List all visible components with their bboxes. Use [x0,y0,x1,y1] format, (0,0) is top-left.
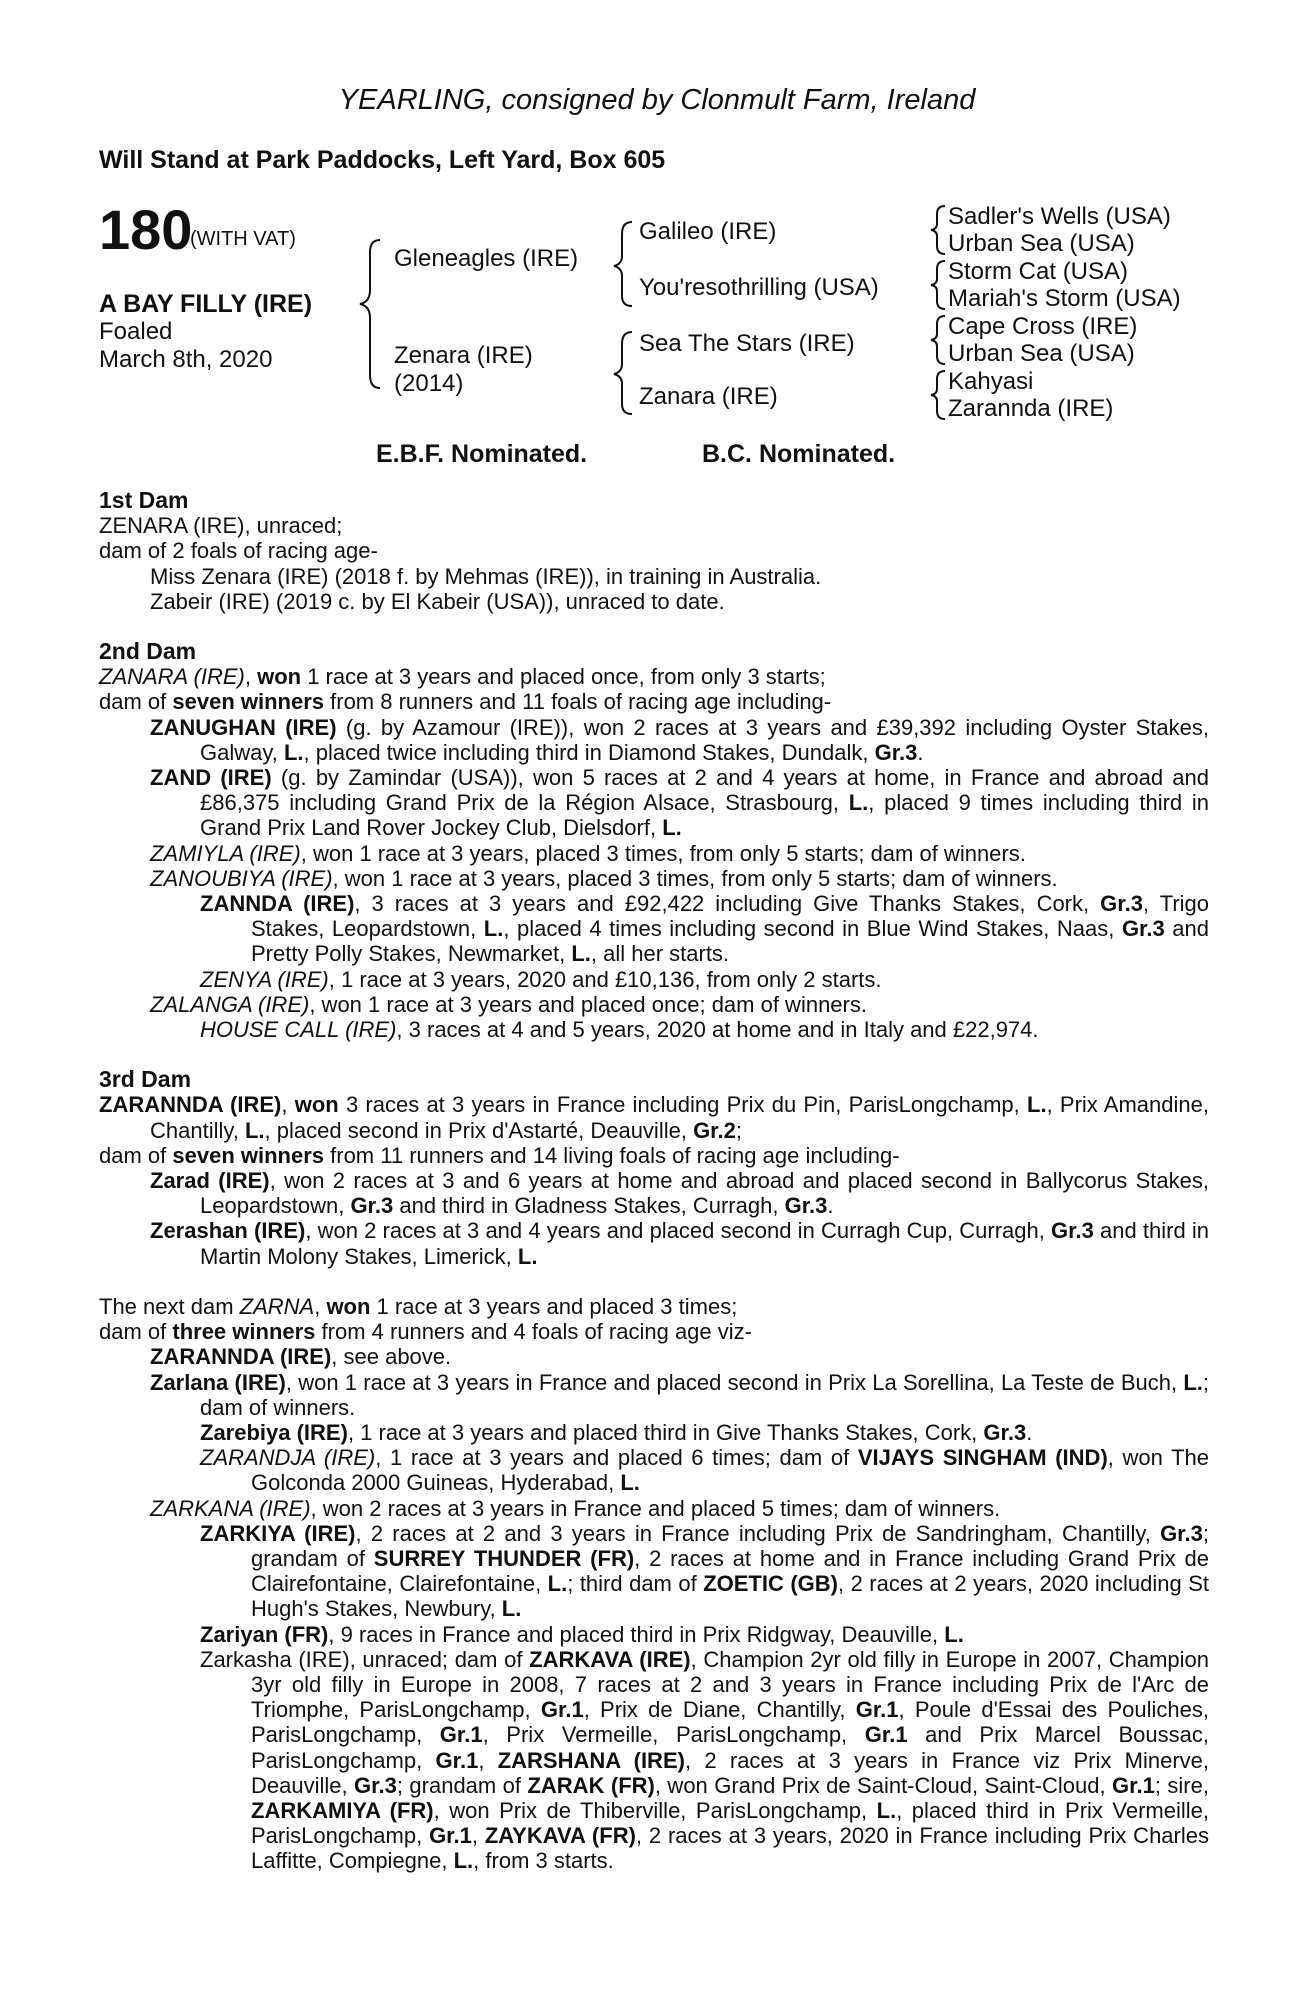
text-run: won [257,664,302,690]
text-run: from 4 runners and 4 foals of racing age viz- [315,1319,752,1345]
third-dam-produce [99,1143,1209,1168]
text-run: , all her starts. [590,941,730,967]
text-run: Zarkasha (IRE), unraced; dam of [200,1646,530,1672]
text-run: L. [244,1117,265,1143]
lot-number: 180 [99,198,193,261]
pedigree-gg-4: Mariah's Storm (USA) [948,285,1181,312]
zanoubiya-entry [99,866,1209,891]
zerashan-entry [99,1218,1209,1268]
text-run: Gr.3 [1121,916,1165,942]
text-run: Zarlana (IRE) [150,1369,286,1395]
text-run: , 2 races at 3 years in France viz Prix Minerve, Deauville, [251,1747,1210,1798]
text-run: Zarad (IRE) [150,1168,270,1194]
pedigree-dam-dam: Zanara (IRE) [639,383,778,410]
zarkiya-entry [99,1521,1209,1622]
zannda-entry [99,891,1209,967]
text-run: ; third dam of [567,1571,704,1597]
text-run: L. [620,1470,640,1496]
text-run: L. [501,1596,522,1622]
text-run: three winners [172,1319,316,1345]
text-run: Gr.1 [540,1697,584,1723]
text-run: , won 2 races at 3 years in France and placed 5 times; dam of winners. [310,1495,1001,1521]
text-run: L. [483,916,504,942]
pedigree-sire-dam: You'resothrilling (USA) [639,274,879,301]
text-run: ZARKAVA (IRE) [529,1646,691,1672]
text-run: , 1 race at 3 years and placed third in Give Thanks Stakes, Cork, [347,1419,984,1445]
text-run: L. [571,941,591,967]
text-run: seven winners [172,1142,325,1168]
text-run: Gr.3 [1160,1520,1203,1546]
text-run: from 11 runners and 14 living foals of racing age including- [324,1142,900,1168]
second-dam-produce [99,689,1209,714]
zarkasha-entry [99,1647,1209,1874]
pedigree-gg-2: Urban Sea (USA) [948,230,1135,257]
zarebiya-entry [99,1420,1209,1445]
text-run: ZAND (IRE) [150,765,272,791]
text-run: Gr.1 [429,1823,472,1849]
text-run: , placed second in Prix d'Astarté, Deauville, [264,1117,694,1143]
text-run: dam of [99,1319,173,1345]
vat-label: (WITH VAT) [190,228,296,250]
text-run: 1 race at 3 years and placed 3 times; [370,1293,738,1319]
text-run: , placed 4 times including second in Blue Wind Stakes, Naas, [503,916,1122,942]
text-run: L. [547,1571,568,1597]
text-run: , placed 9 times including third in Grand Prix Land Rover Jockey Club, Dielsdorf, [200,790,1209,841]
text-run: ZARANNDA (IRE) [150,1344,332,1370]
text-run: ZANOUBIYA (IRE) [150,865,333,891]
text-run: Gr.3 [350,1193,394,1219]
text-run: ZARKANA (IRE) [150,1495,311,1521]
produce-record [99,488,1209,1874]
pedigree-gg-3: Storm Cat (USA) [948,258,1129,285]
pedigree-gg-6: Urban Sea (USA) [948,340,1135,367]
text-run: Zariyan (FR) [200,1621,329,1647]
text-run: L. [453,1848,474,1874]
text-run: and Pretty Polly Stakes, Newmarket, [251,916,1209,967]
text-run: L. [876,1797,897,1823]
text-run: from 8 runners and 11 foals of racing age including- [324,689,832,715]
zariyan-entry [99,1622,1209,1647]
text-run: , won 2 races at 3 and 6 years at home and abroad and placed second in Ballycorus Stakes, Leopardstown, [200,1168,1209,1219]
text-run: , placed third in Prix Vermeille, ParisLongchamp, [251,1797,1210,1849]
text-run: ; grandam of [396,1772,528,1798]
text-run: and Prix Marcel Boussac, ParisLongchamp, [251,1722,1209,1773]
text-run: ZARANDJA (IRE) [200,1445,376,1471]
text-run: , Poule d'Essai des Pouliches, ParisLongchamp, [251,1697,1209,1748]
text-run: Gr.2 [693,1117,736,1143]
text-run: Gr.3 [354,1772,397,1798]
text-run: , won The Golconda 2000 Guineas, Hyderabad, [251,1445,1210,1496]
text-run: L. [848,790,869,816]
text-run: ZARANNDA (IRE) [99,1092,282,1118]
text-run: ZANARA (IRE) [99,664,245,690]
text-run: Gr.1 [439,1722,483,1748]
text-run: ZANNDA (IRE) [200,891,355,917]
text-run: , won 1 race at 3 years in France and placed second in Prix La Sorellina, La Teste de Buch, [285,1369,1184,1395]
text-run: ZALANGA (IRE) [150,991,310,1017]
text-run: , 9 races in France and placed third in Prix Ridgway, Deauville, [328,1621,945,1647]
first-dam-foal-2: Zabeir (IRE) (2019 c. by El Kabeir (USA)), unraced to date. [150,588,725,614]
text-run: L. [1183,1369,1203,1395]
text-run: ; [735,1117,742,1143]
text-run: Zarebiya (IRE) [200,1419,348,1445]
pedigree-dam-sire: Sea The Stars (IRE) [639,330,855,357]
text-run: , 1 race at 3 years, 2020 and £10,136, from only 2 starts. [328,966,882,992]
pedigree-gg-5: Cape Cross (IRE) [948,313,1138,340]
text-run: Gr.3 [983,1419,1027,1445]
bc-nomination: B.C. Nominated. [702,440,896,468]
first-dam-foal-1: Miss Zenara (IRE) (2018 f. by Mehmas (IRE)), in training in Australia. [150,563,822,589]
text-run: Gr.1 [855,1697,899,1723]
ebf-nomination: E.B.F. Nominated. [376,440,588,468]
first-dam-line-1: ZENARA (IRE), unraced; [99,513,343,539]
horse-description: A BAY FILLY (IRE) [99,290,313,318]
text-run: Gr.3 [784,1193,828,1219]
text-run: The next dam [99,1293,240,1319]
text-run: won [326,1293,371,1319]
text-run: 3 races at 3 years in France including Prix du Pin, ParisLongchamp, [338,1092,1027,1118]
main-brace [360,240,380,388]
next-dam-entry [99,1294,1209,1319]
text-run: , [478,1747,498,1773]
text-run: ZARNA [239,1293,315,1319]
text-run: , 3 races at 3 years and £92,422 including Give Thanks Stakes, Cork, [354,891,1101,917]
foaled-label: Foaled [99,318,173,345]
zenya-entry [99,967,1209,992]
text-run: , 2 races at 2 years, 2020 including St Hugh's Stakes, Newbury, [251,1571,1209,1622]
text-run: , won Prix de Thiberville, ParisLongchamp, [433,1797,877,1823]
text-run: , Prix Amandine, Chantilly, [150,1092,1209,1143]
text-run: . [917,739,924,765]
text-run: SURREY THUNDER (FR) [373,1545,635,1571]
text-run: ZARKIYA (IRE) [200,1520,356,1546]
text-run: , won 2 races at 3 and 4 years and placed second in Curragh Cup, Curragh, [305,1218,1052,1244]
pedigree-gg-1: Sadler's Wells (USA) [948,203,1171,230]
text-run: L. [662,815,682,841]
g-brace-2 [931,261,945,309]
pedigree-sire-sire: Galileo (IRE) [639,218,777,245]
zarandja-entry [99,1445,1209,1495]
text-run: , won 1 race at 3 years, placed 3 times, from only 5 starts; dam of winners. [300,840,1026,866]
text-run: VIJAYS SINGHAM (IND) [857,1445,1108,1471]
text-run: , [314,1293,327,1319]
text-run: dam of [99,689,173,715]
text-run: ZAYKAVA (FR) [484,1823,636,1849]
text-run: , Champion 2yr old filly in Europe in 2007, Champion 3yr old filly in Europe in 2008, 7 races at 2 and 3 years in France including Prix de l'Arc de Triomphe, ParisLongchamp, [251,1646,1210,1723]
zarannda-ref-entry [99,1344,1209,1369]
text-run: , [471,1823,485,1849]
pedigree-gg-8: Zarannda (IRE) [948,395,1114,422]
dam-brace [614,332,632,414]
foaled-date: March 8th, 2020 [99,346,273,373]
text-run: ZARAK (FR) [527,1772,655,1798]
text-run: , placed twice including third in Diamond Stakes, Dundalk, [303,739,875,765]
stand-location: Will Stand at Park Paddocks, Left Yard, Box 605 [99,146,666,174]
third-dam-entry [99,1092,1209,1142]
text-run: , won 1 race at 3 years, placed 3 times, from only 5 starts; dam of winners. [332,865,1058,891]
text-run: ; sire, [1154,1772,1209,1798]
text-run: , [244,664,258,690]
g-brace-1 [931,206,945,254]
text-run: (g. by Azamour (IRE)), won 2 races at 3 years and £39,392 including Oyster Stakes, Galway, [200,714,1209,765]
g-brace-4 [931,371,945,419]
g-brace-3 [931,316,945,364]
text-run: (g. by Zamindar (USA)), won 5 races at 2 and 4 years at home, in France and abroad and £86,375 including Grand Prix de la Région Alsace, Strasbourg, [200,765,1209,816]
text-run: 1 race at 3 years and placed once, from only 3 starts; [301,664,826,690]
text-run: , 2 races at 3 years, 2020 in France including Prix Charles Laffitte, Compiegne, [251,1823,1209,1874]
text-run: L. [944,1621,964,1647]
text-run: seven winners [172,689,325,715]
text-run: ; dam of winners. [200,1369,1210,1420]
text-run: , won Grand Prix de Saint-Cloud, Saint-Cloud, [654,1772,1113,1798]
zarad-entry [99,1168,1209,1218]
text-run: dam of [99,1142,173,1168]
text-run: ZENYA (IRE) [200,966,329,992]
text-run: ZARSHANA (IRE) [497,1747,685,1773]
consignment-line: YEARLING, consigned by Clonmult Farm, Ireland [338,84,976,116]
text-run: L. [1027,1092,1047,1118]
text-run: , 3 races at 4 and 5 years, 2020 at home and in Italy and £22,974. [396,1017,1039,1043]
text-run: ZARKAMIYA (FR) [251,1797,434,1823]
text-run: HOUSE CALL (IRE) [200,1017,397,1043]
third-dam-heading: 3rd Dam [99,1066,192,1093]
text-run: , from 3 starts. [473,1848,614,1874]
second-dam-entry [99,664,1209,689]
zand-entry [99,765,1209,841]
text-run: Gr.3 [1100,891,1143,917]
zalanga-entry [99,992,1209,1017]
sire-brace [614,222,632,306]
text-run: , 2 races at home and in France including Grand Prix de Clairefontaine, Clairefontaine, [251,1545,1210,1597]
text-run: ; grandam of [251,1520,1209,1571]
text-run: ZANUGHAN (IRE) [150,714,337,740]
text-run: and third in Gladness Stakes, Curragh, [393,1193,785,1219]
house-call-entry [99,1017,1209,1042]
text-run: , 1 race at 3 years and placed 6 times; dam of [375,1445,858,1471]
text-run: . [1026,1419,1033,1445]
text-run: , Trigo Stakes, Leopardstown, [251,891,1210,942]
text-run: ZOETIC (GB) [703,1571,838,1597]
zarlana-entry [99,1370,1209,1420]
pedigree-gg-7: Kahyasi [948,368,1034,395]
first-dam-line-2: dam of 2 foals of racing age- [99,538,378,564]
text-run: Gr.3 [874,739,918,765]
pedigree-sire: Gleneagles (IRE) [394,245,579,272]
text-run: . [827,1193,834,1219]
zanughan-entry [99,715,1209,765]
second-dam-heading: 2nd Dam [99,638,197,665]
text-run: , won 1 race at 3 years and placed once; dam of winners. [309,991,867,1017]
text-run: L. [283,739,304,765]
text-run: Zerashan (IRE) [150,1218,306,1244]
text-run: , 2 races at 2 and 3 years in France including Prix de Sandringham, Chantilly, [355,1520,1161,1546]
pedigree-dam: Zenara (IRE) [394,342,533,369]
pedigree-dam-year: (2014) [394,370,464,397]
text-run: , see above. [331,1344,452,1370]
next-dam-produce [99,1319,1209,1344]
text-run: , Prix Vermeille, ParisLongchamp, [482,1722,865,1748]
text-run: won [294,1092,339,1118]
zamiyla-entry [99,841,1209,866]
zarkana-entry [99,1496,1209,1521]
text-run: Gr.3 [1051,1218,1094,1244]
text-run: Gr.1 [1112,1772,1155,1798]
text-run: Gr.1 [864,1722,908,1748]
text-run: , Prix de Diane, Chantilly, [583,1697,856,1723]
text-run: L. [517,1243,538,1269]
text-run: Gr.1 [435,1747,479,1773]
text-run: and third in Martin Molony Stakes, Limerick, [200,1218,1209,1269]
first-dam-heading: 1st Dam [99,487,189,513]
text-run: , [281,1092,295,1118]
text-run: ZAMIYLA (IRE) [150,840,301,866]
